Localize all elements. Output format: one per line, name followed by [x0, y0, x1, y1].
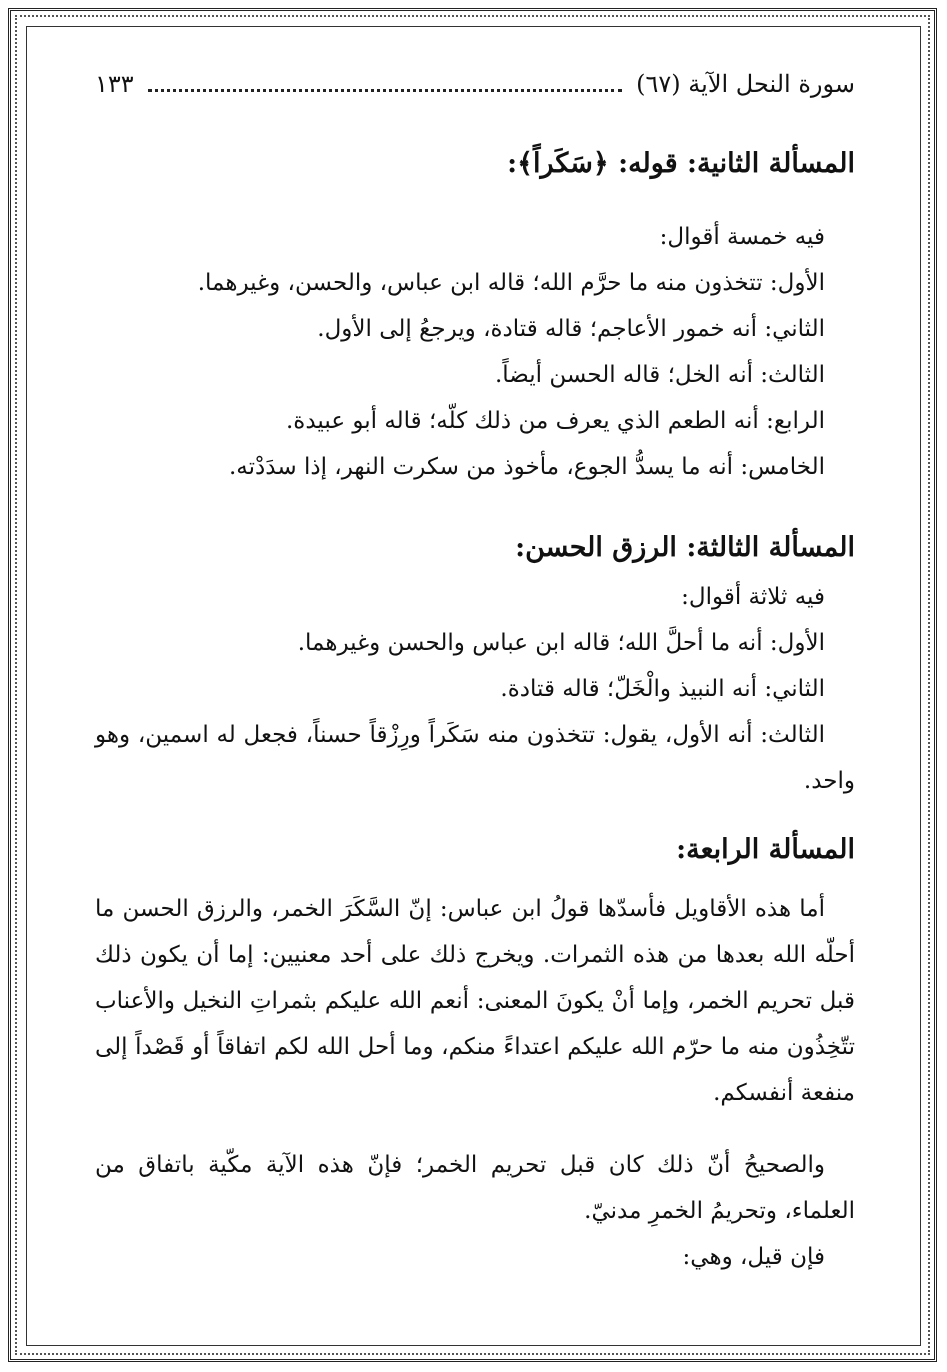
running-title: سورة النحل الآية (٦٧)	[636, 70, 855, 98]
paragraph: أما هذه الأقاويل فأسدّها قولُ ابن عباس: إنّ السَّكَرَ الخمر، والرزق الحسن ما أحلّه الله بعدها من هذه الثمرات. ويخرج ذلك على أحد معنيين: إما أن يكون ذلك قبل تحريم الخمر، وإما أنْ يكونَ المعنى: أنعم الله عليكم بثمراتِ النخيل والأعناب تتّخِذُون منه ما حرّم الله عليكم اعتداءً منكم، وما أحل الله لكم اتفاقاً أو قَصْداً إلى منفعة أنفسكم.	[95, 896, 855, 1106]
spacer	[95, 490, 855, 528]
list-item: الثالث: أنه الخل؛ قاله الحسن أيضاً.	[494, 362, 825, 388]
list-item: الثاني: أنه النبيذ والْخَلّ؛ قاله قتادة.	[500, 676, 825, 702]
running-header	[95, 70, 855, 110]
list-item: الأول: تتخذون منه ما حرَّم الله؛ قاله ابن عباس، والحسن، وغيرهما.	[197, 270, 825, 296]
spacer	[95, 804, 855, 830]
list-item: الرابع: أنه الطعم الذي يعرف من ذلك كلّه؛ قاله أبو عبيدة.	[286, 408, 825, 434]
section-issue-2	[95, 144, 855, 490]
leader-dots	[148, 75, 622, 92]
page-number: ١٣٣	[95, 70, 134, 98]
section-issue-4	[95, 830, 855, 1280]
section-heading: المسألة الثالثة: الرزق الحسن:	[515, 532, 855, 563]
paragraph: والصحيحُ أنّ ذلك كان قبل تحريم الخمر؛ فإنّ هذه الآية مكّية باتفاق من العلماء، وتحريمُ الخمرِ مدنيّ.	[95, 1152, 855, 1224]
list-item: الخامس: أنه ما يسدُّ الجوع، مأخوذ من سكرت النهر، إذا سدَدْته.	[229, 454, 825, 480]
section-intro: فيه خمسة أقوال:	[659, 224, 825, 250]
paragraph: الثالث: أنه الأول، يقول: تتخذون منه سَكَراً ورِزْقاً حسناً، فجعل له اسمين، وهو واحد.	[95, 722, 855, 794]
section-heading: المسألة الرابعة:	[676, 834, 855, 865]
section-intro: فيه ثلاثة أقوال:	[681, 584, 825, 610]
list-item: الثاني: أنه خمور الأعاجم؛ قاله قتادة، ويرجعُ إلى الأول.	[317, 316, 825, 342]
section-issue-3	[95, 528, 855, 804]
paragraph: فإن قيل، وهي:	[682, 1244, 825, 1270]
section-heading: المسألة الثانية: قوله: ﴿سَكَراً﴾:	[507, 148, 855, 179]
page-content	[95, 70, 855, 1280]
spacer	[95, 1116, 855, 1142]
list-item: الأول: أنه ما أحلَّ الله؛ قاله ابن عباس والحسن وغيرهما.	[297, 630, 825, 656]
